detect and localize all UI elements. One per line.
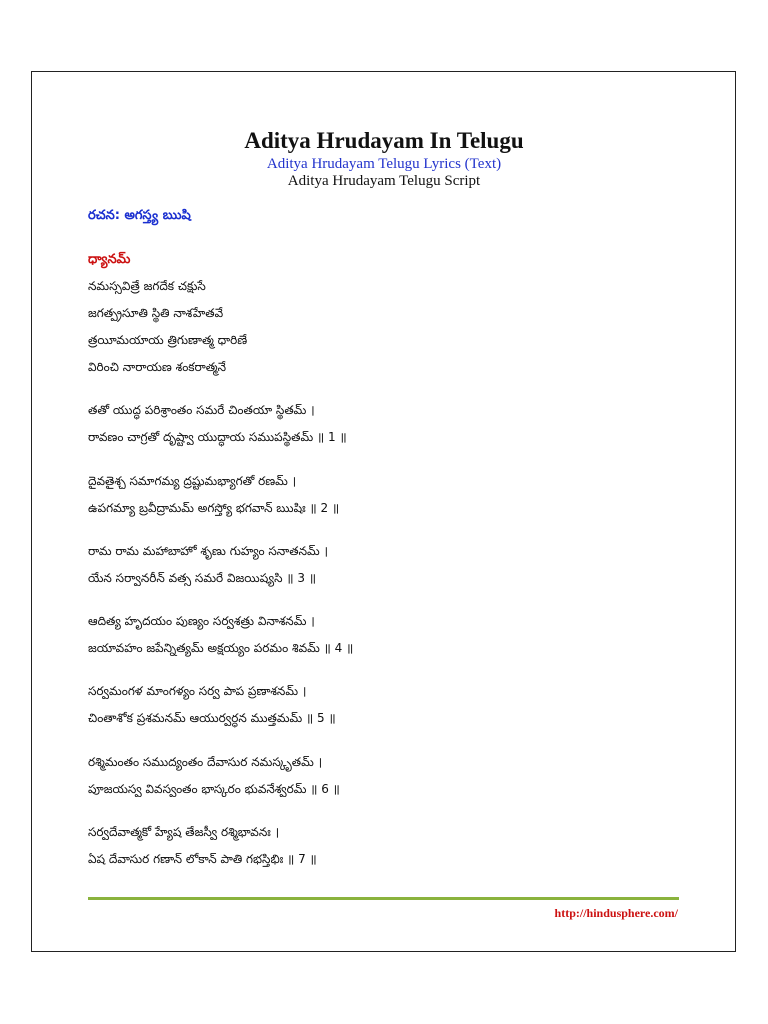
verse-line: ఉపగమ్యా బ్రవీద్రామమ్ అగస్త్యో భగవాన్ ఋషిః ॥ 2 ॥: [88, 501, 340, 515]
verse-line: రామ రామ మహాబాహో శృణు గుహ్యం సనాతనమ్ ।: [88, 544, 329, 558]
verse-line: తతో యుద్ధ పరిశ్రాంతం సమరే చింతయా స్థితమ్ ।: [88, 403, 315, 417]
verse-line: రశ్మిమంతం సముద్యంతం దేవాసుర నమస్కృతమ్ ।: [88, 755, 323, 769]
dhyanam-line: త్రయీమయాయ త్రిగుణాత్మ ధారిణే: [88, 333, 248, 347]
verse-line: చింతాశోక ప్రశమనమ్ ఆయుర్వర్ధన ముత్తమమ్ ॥ 5 ॥: [88, 711, 336, 725]
footer-website-link[interactable]: http://hindusphere.com/: [554, 906, 678, 920]
dhyanam-line: నమస్సవిత్రే జగదేక చక్షుసే: [88, 279, 206, 293]
verse-line: సర్వమంగళ మాంగళ్యం సర్వ పాప ప్రణాశనమ్ ।: [88, 684, 307, 698]
dhyanam-line: విరించి నారాయణ శంకరాత్మనే: [88, 360, 227, 374]
verse-line: ఏష దేవాసుర గణాన్ లోకాన్ పాతి గభస్తిభిః ॥ 7 ॥: [88, 852, 317, 866]
verse-line: దైవతైశ్చ సమాగమ్య ద్రష్టుమభ్యాగతో రణమ్ ।: [88, 474, 297, 488]
document-subtitle-secondary: Aditya Hrudayam Telugu Script: [287, 173, 481, 189]
section-heading-dhyanam: ధ్యానమ్: [88, 252, 131, 267]
dhyanam-line: జగత్ప్రసూతి స్థితి నాశహేతవే: [88, 306, 224, 320]
author-line: రచన: అగస్త్య ఋషి: [88, 208, 191, 223]
verse-line: సర్వదేవాత్మకో హ్యేష తేజస్వీ రశ్మిభావనః ।: [88, 825, 280, 839]
verse-line: జయావహం జపేన్నిత్యమ్ అక్షయ్యం పరమం శివమ్ ॥ 4 ॥: [88, 641, 354, 655]
verse-line: రావణం చాగ్రతో దృష్ట్వా యుద్ధాయ సముపస్థితమ్ ॥ 1 ॥: [88, 430, 347, 444]
verse-line: యేన సర్వానరీన్ వత్స సమరే విజయిష్యసి ॥ 3 ॥: [88, 571, 317, 585]
verse-line: ఆదిత్య హృదయం పుణ్యం సర్వశత్రు వినాశనమ్ ।: [88, 614, 315, 628]
footer-divider: [88, 897, 679, 900]
document-title: Aditya Hrudayam In Telugu: [244, 128, 524, 153]
document-subtitle: Aditya Hrudayam Telugu Lyrics (Text): [266, 156, 502, 172]
verse-line: పూజయస్వ వివస్వంతం భాస్కరం భువనేశ్వరమ్ ॥ 6 ॥: [88, 782, 340, 796]
